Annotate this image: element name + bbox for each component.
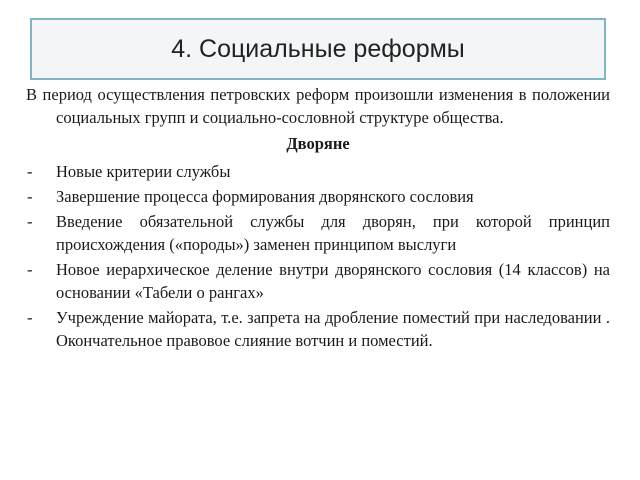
bullet-list (26, 160, 610, 352)
list-item-text: Завершение процесса формирования дворянского сословия (56, 187, 474, 206)
dash-bullet: - (27, 162, 33, 181)
list-item (26, 210, 610, 256)
list-item-text: Учреждение майората, т.е. запрета на дробление поместий при наследовании . Окончательное правовое слияние вотчин и поместий. (56, 308, 610, 350)
slide-title: 4. Социальные реформы (171, 34, 465, 63)
dash-bullet: - (27, 187, 33, 206)
slide-content (26, 83, 610, 354)
list-item-text: Новые критерии службы (56, 162, 231, 181)
list-item (26, 185, 610, 208)
list-item (26, 306, 610, 352)
dash-bullet: - (27, 308, 33, 327)
list-item-text: Введение обязательной службы для дворян, при которой принцип происхождения («породы») заменен принципом выслуги (56, 212, 610, 254)
list-item (26, 258, 610, 304)
title-box (30, 18, 606, 80)
dash-bullet: - (27, 260, 33, 279)
list-item (26, 160, 610, 183)
list-item-text: Новое иерархическое деление внутри дворянского сословия (14 классов) на основании «Табели о рангах» (56, 260, 610, 302)
dash-bullet: - (27, 212, 33, 231)
section-heading: Дворяне (286, 134, 350, 153)
intro-paragraph: В период осуществления петровских реформ произошли изменения в положении социальных групп и социально-сословной структуре общества. (26, 85, 610, 127)
